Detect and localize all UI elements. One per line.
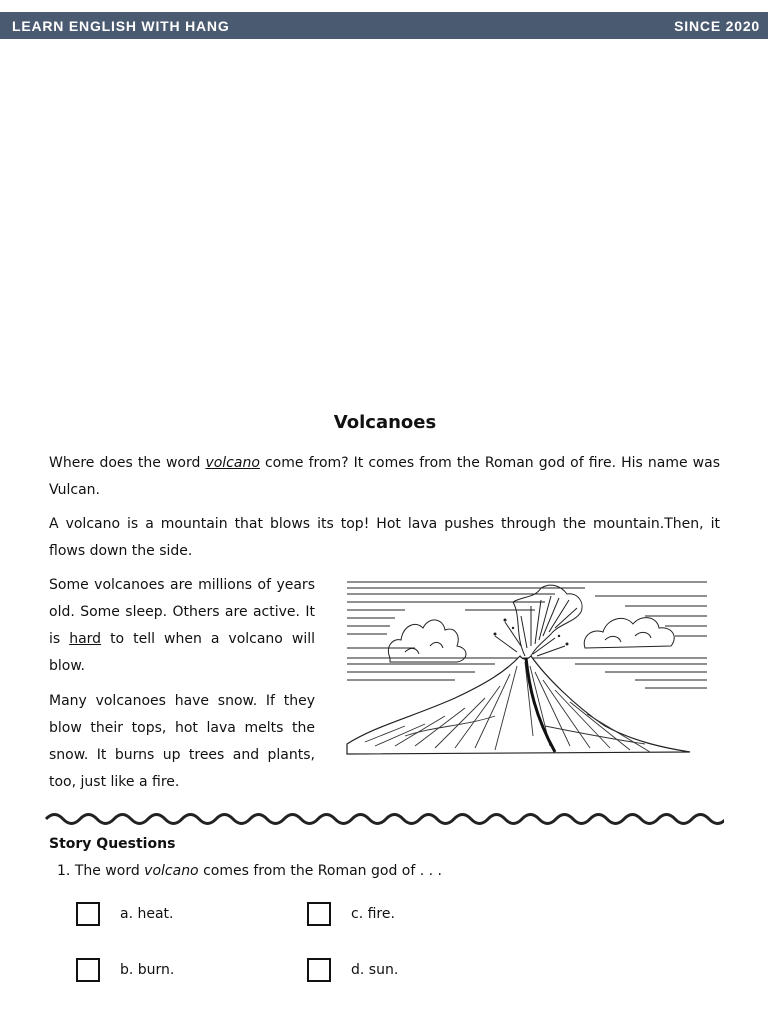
option-c[interactable]: [307, 902, 395, 926]
paragraph-text: come from? It comes from the Roman god of fire. His name was Vulcan.: [49, 455, 720, 498]
story-questions-heading: Story Questions: [49, 836, 176, 852]
option-d[interactable]: [307, 958, 398, 982]
volcano-eruption-illustration: [345, 576, 713, 760]
paragraph-text: Some volcanoes are millions of years old. Some sleep. Others are active. It is: [49, 577, 315, 647]
paragraph-definition: A volcano is a mountain that blows its top! Hot lava pushes through the mountain.Then, it flows down the side.: [49, 516, 720, 559]
header-since: SINCE 2020: [674, 17, 760, 34]
option-a-label: a. heat.: [120, 906, 174, 922]
paragraph-snow: Many volcanoes have snow. If they blow their tops, hot lava melts the snow. It burns up trees and plants, too, just like a fire.: [49, 693, 315, 790]
option-b-label: b. burn.: [120, 962, 175, 978]
paragraph-age: [49, 572, 315, 680]
keyword-hard: hard: [69, 631, 102, 647]
paragraph-text: Where does the word: [49, 455, 206, 471]
checkbox-c[interactable]: [307, 902, 331, 926]
option-c-label: c. fire.: [351, 906, 395, 922]
question-text: The word: [74, 863, 145, 879]
checkbox-a[interactable]: [76, 902, 100, 926]
paragraph-text: to tell when a volcano will blow.: [49, 631, 315, 674]
story-title: Volcanoes: [333, 412, 437, 433]
checkbox-b[interactable]: [76, 958, 100, 982]
paragraph-origin: [49, 450, 720, 504]
option-b[interactable]: [76, 958, 174, 982]
keyword-volcano: volcano: [205, 455, 260, 471]
header-brand: LEARN ENGLISH WITH HANG: [12, 17, 230, 34]
option-a[interactable]: [76, 902, 173, 926]
question-text: comes from the Roman god of . . .: [198, 863, 442, 879]
wavy-divider: [44, 806, 724, 832]
checkbox-d[interactable]: [307, 958, 331, 982]
page-header: [0, 12, 768, 39]
question-keyword: volcano: [144, 863, 199, 879]
question-1: [57, 863, 442, 879]
option-d-label: d. sun.: [351, 962, 399, 978]
question-number: 1.: [57, 863, 71, 879]
